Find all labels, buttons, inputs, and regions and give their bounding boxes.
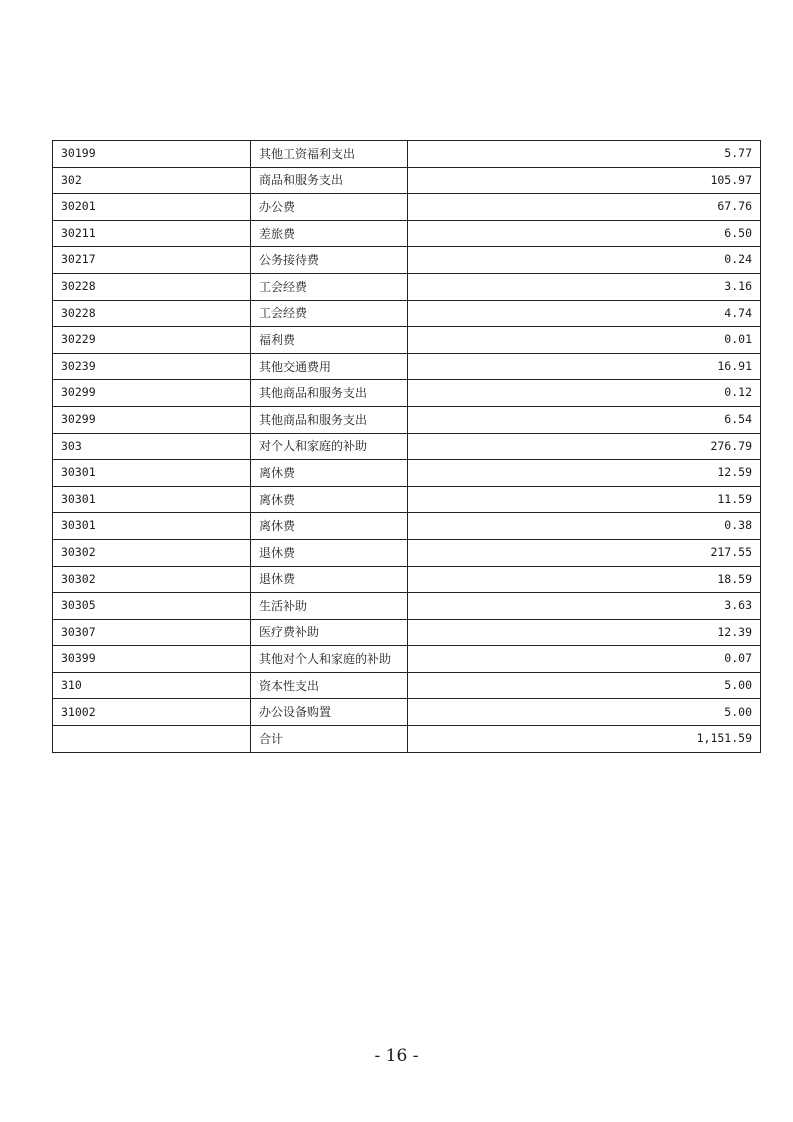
amount-cell: 12.59 xyxy=(408,460,761,487)
account-name-cell: 其他对个人和家庭的补助 xyxy=(251,646,408,673)
amount-cell: 67.76 xyxy=(408,194,761,221)
account-code-cell: 30239 xyxy=(53,353,251,380)
amount-cell: 6.54 xyxy=(408,406,761,433)
amount-cell: 0.07 xyxy=(408,646,761,673)
table-row xyxy=(53,593,761,620)
table-row xyxy=(53,646,761,673)
amount-cell: 0.01 xyxy=(408,327,761,354)
account-name-cell: 工会经费 xyxy=(251,300,408,327)
amount-cell: 217.55 xyxy=(408,539,761,566)
account-name-cell: 其他商品和服务支出 xyxy=(251,406,408,433)
amount-cell: 276.79 xyxy=(408,433,761,460)
account-code-cell: 30299 xyxy=(53,406,251,433)
account-code-cell: 30307 xyxy=(53,619,251,646)
table-row xyxy=(53,539,761,566)
account-code-cell: 30299 xyxy=(53,380,251,407)
table-row xyxy=(53,327,761,354)
table-row xyxy=(53,141,761,168)
account-name-cell: 离休费 xyxy=(251,513,408,540)
account-code-cell: 30217 xyxy=(53,247,251,274)
account-name-cell: 退休费 xyxy=(251,539,408,566)
table-row xyxy=(53,167,761,194)
account-name-cell: 其他商品和服务支出 xyxy=(251,380,408,407)
amount-cell: 5.77 xyxy=(408,141,761,168)
account-code-cell: 30228 xyxy=(53,273,251,300)
amount-cell: 1,151.59 xyxy=(408,726,761,753)
account-code-cell: 30228 xyxy=(53,300,251,327)
account-name-cell: 资本性支出 xyxy=(251,672,408,699)
account-name-cell: 生活补助 xyxy=(251,593,408,620)
account-name-cell: 医疗费补助 xyxy=(251,619,408,646)
expenditure-table xyxy=(52,140,761,753)
account-code-cell: 310 xyxy=(53,672,251,699)
table-row xyxy=(53,406,761,433)
table-row xyxy=(53,513,761,540)
table-row xyxy=(53,247,761,274)
table-row xyxy=(53,672,761,699)
amount-cell: 11.59 xyxy=(408,486,761,513)
account-name-cell: 退休费 xyxy=(251,566,408,593)
table-row xyxy=(53,619,761,646)
account-name-cell: 办公费 xyxy=(251,194,408,221)
table-row xyxy=(53,699,761,726)
table-row xyxy=(53,300,761,327)
amount-cell: 0.38 xyxy=(408,513,761,540)
account-code-cell: 302 xyxy=(53,167,251,194)
amount-cell: 16.91 xyxy=(408,353,761,380)
table-row xyxy=(53,353,761,380)
amount-cell: 3.16 xyxy=(408,273,761,300)
account-code-cell: 30305 xyxy=(53,593,251,620)
account-name-cell: 工会经费 xyxy=(251,273,408,300)
account-name-cell: 福利费 xyxy=(251,327,408,354)
amount-cell: 5.00 xyxy=(408,672,761,699)
table-row xyxy=(53,194,761,221)
table-row xyxy=(53,273,761,300)
total-row xyxy=(53,726,761,753)
account-name-cell: 其他工资福利支出 xyxy=(251,141,408,168)
account-code-cell: 30199 xyxy=(53,141,251,168)
amount-cell: 5.00 xyxy=(408,699,761,726)
amount-cell: 3.63 xyxy=(408,593,761,620)
account-code-cell: 31002 xyxy=(53,699,251,726)
account-code-cell: 30229 xyxy=(53,327,251,354)
table-row xyxy=(53,220,761,247)
amount-cell: 18.59 xyxy=(408,566,761,593)
amount-cell: 105.97 xyxy=(408,167,761,194)
account-code-cell: 30302 xyxy=(53,539,251,566)
account-code-cell: 30302 xyxy=(53,566,251,593)
table-row xyxy=(53,566,761,593)
account-name-cell: 离休费 xyxy=(251,460,408,487)
amount-cell: 4.74 xyxy=(408,300,761,327)
table-row xyxy=(53,433,761,460)
account-name-cell: 离休费 xyxy=(251,486,408,513)
account-code-cell xyxy=(53,726,251,753)
table-row xyxy=(53,380,761,407)
account-code-cell: 30301 xyxy=(53,513,251,540)
account-name-cell: 对个人和家庭的补助 xyxy=(251,433,408,460)
amount-cell: 6.50 xyxy=(408,220,761,247)
account-code-cell: 303 xyxy=(53,433,251,460)
account-code-cell: 30399 xyxy=(53,646,251,673)
account-name-cell: 公务接待费 xyxy=(251,247,408,274)
table-row xyxy=(53,486,761,513)
table-row xyxy=(53,460,761,487)
account-code-cell: 30301 xyxy=(53,486,251,513)
amount-cell: 0.12 xyxy=(408,380,761,407)
amount-cell: 0.24 xyxy=(408,247,761,274)
account-name-cell: 办公设备购置 xyxy=(251,699,408,726)
account-name-cell: 差旅费 xyxy=(251,220,408,247)
account-code-cell: 30211 xyxy=(53,220,251,247)
expenditure-table-body xyxy=(53,141,761,753)
account-name-cell: 其他交通费用 xyxy=(251,353,408,380)
account-name-cell: 合计 xyxy=(251,726,408,753)
account-code-cell: 30301 xyxy=(53,460,251,487)
account-code-cell: 30201 xyxy=(53,194,251,221)
account-name-cell: 商品和服务支出 xyxy=(251,167,408,194)
amount-cell: 12.39 xyxy=(408,619,761,646)
page-number: - 16 - xyxy=(374,1046,419,1066)
